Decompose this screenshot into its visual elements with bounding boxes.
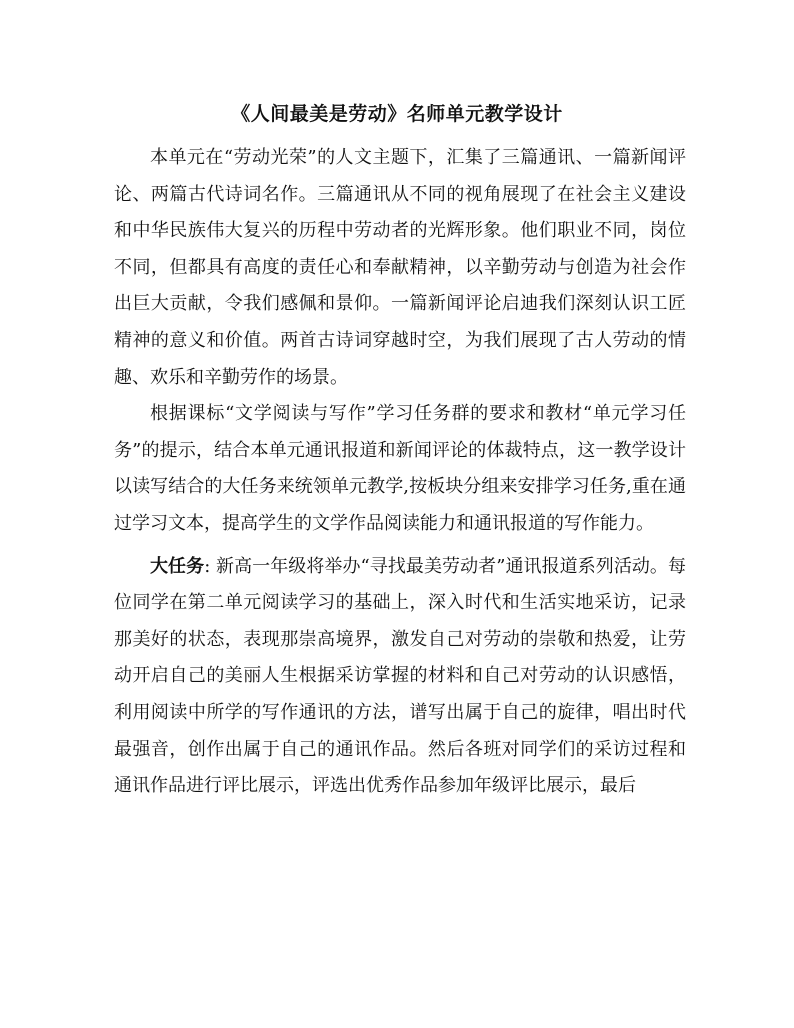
- document-body: [114, 140, 686, 805]
- paragraph-intro: 本单元在“劳动光荣”的人文主题下，汇集了三篇通讯、一篇新闻评论、两篇古代诗词名作。三篇通讯从不同的视角展现了在社会主义建设和中华民族伟大复兴的历程中劳动者的光辉形象。他们职业不同，岗位不同，但都具有高度的责任心和奉献精神，以辛勤劳动与创造为社会作出巨大贡献，令我们感佩和景仰。一篇新闻评论启迪我们深刻认识工匠精神的意义和价值。两首古诗词穿越时空，为我们展现了古人劳动的情趣、欢乐和辛勤劳作的场景。: [114, 147, 686, 388]
- document-title: 《人间最美是劳动》名师单元教学设计: [231, 103, 563, 125]
- paragraph-design-basis: 根据课标“文学阅读与写作”学习任务群的要求和教材“单元学习任务”的提示，结合本单元通讯报道和新闻评论的体裁特点，这一教学设计以读写结合的大任务来统领单元教学,按板块分组来安排学习任务,重在通过学习文本，提高学生的文学作品阅读能力和通讯报道的写作能力。: [114, 403, 686, 534]
- big-task-text: : 新高一年级将举办“寻找最美劳动者”通讯报道系列活动。每位同学在第二单元阅读学习的基础上，深入时代和生活实地采访，记录那美好的状态，表现那崇高境界，激发自己对劳动的崇敬和热爱，让劳动开启自己的美丽人生根据采访掌握的材料和自己对劳动的认识感悟，利用阅读中所学的写作通讯的方法，谱写出属于自己的旋律，唱出时代最强音，创作出属于自己的通讯作品。然后各班对同学们的采访过程和通讯作品进行评比展示，评选出优秀作品参加年级评比展示，最后: [114, 555, 686, 797]
- big-task-lead: 大任务: [150, 555, 205, 577]
- paragraph-big-task: [114, 549, 686, 805]
